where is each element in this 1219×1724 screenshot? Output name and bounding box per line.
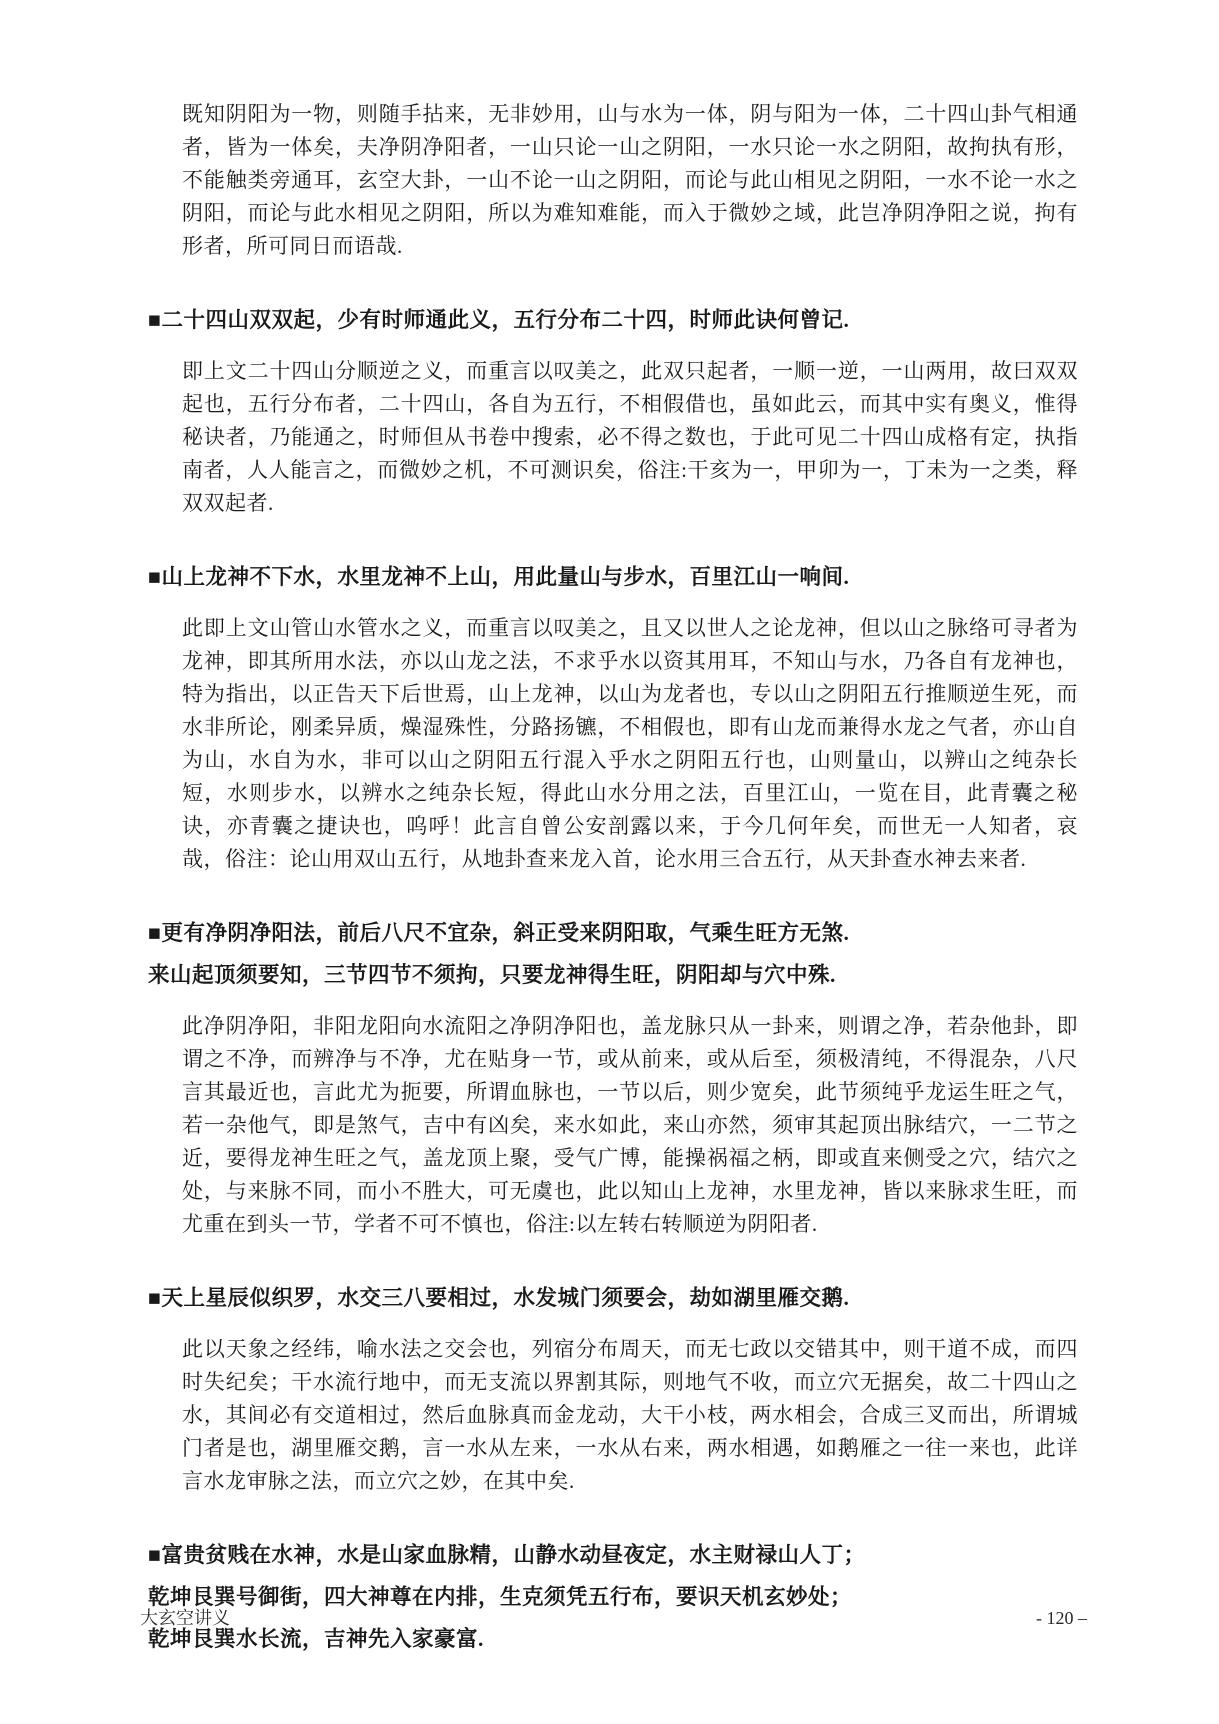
- section-sky-stars: [148, 1277, 1078, 1498]
- section-mountain-dragon: [148, 556, 1078, 876]
- section-heading-line2: 来山起顶须要知，三节四节不须拘，只要龙神得生旺，阴阳却与穴中殊.: [148, 963, 836, 987]
- section-twentyfour-mountains: [148, 299, 1078, 520]
- section-heading-line2: 乾坤艮巽号御街，四大神尊在内排，生克须凭五行布，要识天机玄妙处；: [148, 1585, 853, 1609]
- section-heading-line3: 乾坤艮巽水长流，吉神先入家豪富.: [148, 1627, 484, 1651]
- page-footer: [140, 1604, 1087, 1630]
- section-paragraph: 此净阴净阳，非阳龙阳向水流阳之净阴净阳也，盖龙脉只从一卦来，则谓之净，若杂他卦，即谓之不净，而辨净与不净，尤在贴身一节，或从前来，或从后至，须极清纯，不得混杂，八尺言其最近也，言此尤为扼要，所谓血脉也，一节以后，则少宽矣，此节须纯乎龙运生旺之气，若一杂他气，即是煞气，吉中有凶矣，来水如此，来山亦然，须审其起顶出脉结穴，一二节之近，要得龙神生旺之气，盖龙顶上聚，受气广博，能操祸福之柄，即或直来侧受之穴，结穴之处，与来脉不同，而小不胜大，可无虞也，此以知山上龙神，水里龙神，皆以来脉求生旺，而尤重在到头一节，学者不可不慎也，俗注:以左转右转顺逆为阴阳者.: [182, 1014, 1078, 1236]
- section-heading: ■天上星辰似织罗，水交三八要相过，水发城门须要会，劫如湖里雁交鹅.: [148, 1286, 850, 1310]
- section-heading: ■富贵贫贱在水神，水是山家血脉精，山静水动昼夜定，水主财禄山人丁；: [148, 1543, 866, 1567]
- page-content: [148, 98, 1078, 1674]
- section-heading: ■山上龙神不下水，水里龙神不上山，用此量山与步水，百里江山一响间.: [148, 565, 850, 589]
- section-paragraph: 即上文二十四山分顺逆之义，而重言以叹美之，此双只起者，一顺一逆，一山两用，故曰双双起也，五行分布者，二十四山，各自为五行，不相假借也，虽如此云，而其中实有奥义，惟得秘诀者，乃能通之，时师但从书卷中搜索，必不得之数也，于此可见二十四山成格有定，执指南者，人人能言之，而微妙之机，不可测识矣，俗注:干亥为一，甲卯为一，丁未为一之类，释双双起者.: [182, 359, 1078, 515]
- section-paragraph: 此以天象之经纬，喻水法之交会也，列宿分布周天，而无七政以交错其中，则干道不成，而四时失纪矣；干水流行地中，而无支流以界割其际，则地气不收，而立穴无据矣，故二十四山之水，其间必有交道相过，然后血脉真而金龙动，大干小枝，两水相会，合成三叉而出，所谓城门者是也，湖里雁交鹅，言一水从左来，一水从右来，两水相遇，如鹅雁之一往一来也，此详言水龙审脉之法，而立穴之妙，在其中矣.: [182, 1337, 1078, 1493]
- section-pure-yinyang: [148, 912, 1078, 1241]
- footer-page-number: - 120 –: [1036, 1608, 1087, 1628]
- footer-book-title: 大玄空讲义: [140, 1608, 230, 1628]
- section-paragraph: 此即上文山管山水管水之义，而重言以叹美之，且又以世人之论龙神，但以山之脉络可寻者为龙神，即其所用水法，亦以山龙之法，不求乎水以资其用耳，不知山与水，乃各自有龙神也，特为指出，以正告天下后世焉，山上龙神，以山为龙者也，专以山之阴阳五行推顺逆生死，而水非所论，刚柔异质，燥湿殊性，分路扬镳，不相假也，即有山龙而兼得水龙之气者，亦山自为山，水自为水，非可以山之阴阳五行混入乎水之阴阳五行也，山则量山，以辨山之纯杂长短，水则步水，以辨水之纯杂长短，得此山水分用之法，百里江山，一览在目，此青囊之秘诀，亦青囊之捷诀也，呜呼！此言自曾公安剖露以来，于今几何年矣，而世无一人知者，哀哉，俗注：论山用双山五行，从地卦查来龙入首，论水用三合五行，从天卦查水神去来者.: [182, 616, 1078, 871]
- intro-paragraph: 既知阴阳为一物，则随手拈来，无非妙用，山与水为一体，阴与阳为一体，二十四山卦气相通者，皆为一体矣，夫净阴净阳者，一山只论一山之阴阳，一水只论一水之阴阳，故拘执有形，不能触类旁通耳，玄空大卦，一山不论一山之阴阳，而论与此山相见之阴阳，一水不论一水之阴阳，而论与此水相见之阴阳，所以为难知难能，而入于微妙之域，此岂净阴净阳之说，拘有形者，所可同日而语哉.: [182, 102, 1078, 258]
- section-heading: ■更有净阴净阳法，前后八尺不宜杂，斜正受来阴阳取，气乘生旺方无煞.: [148, 921, 850, 945]
- section-wealth-water-spirit: [148, 1534, 1078, 1660]
- section-heading: ■二十四山双双起，少有时师通此义，五行分布二十四，时师此诀何曾记.: [148, 308, 850, 332]
